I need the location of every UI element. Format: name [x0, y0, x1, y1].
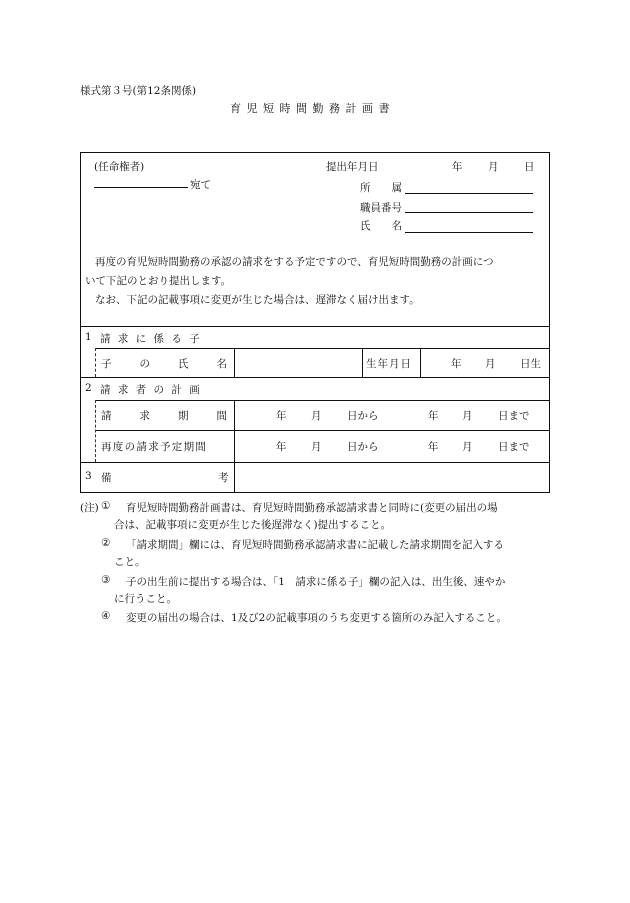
note4-line1: 変更の届出の場合は、1及び2の記載事項のうち変更する箇所のみ記入すること。 — [126, 612, 507, 624]
note1-line1: 育児短時間勤務計画書は、育児短時間勤務承認請求書と同時に(変更の届出の場 — [126, 502, 498, 514]
employee-no-input[interactable] — [405, 212, 533, 213]
dash-child — [95, 348, 96, 377]
period-to-year: 年 — [428, 410, 439, 422]
note3-mark: ③ — [101, 574, 111, 586]
body-line-1: 再度の育児短時間勤務の承認の請求をする予定ですので、育児短時間勤務の計画につ — [95, 256, 494, 268]
name-label: 氏 名 — [360, 220, 402, 232]
form-number: 様式第３号(第12条関係) — [80, 85, 197, 97]
period-from-month: 月 — [311, 410, 322, 422]
replan-from-year: 年 — [276, 441, 287, 453]
replan-from-day: 日から — [347, 441, 379, 453]
document-title: 育 児 短 時 間 勤 務 計 画 書 — [230, 102, 391, 115]
note1-mark: ① — [101, 500, 111, 512]
vline-birth-right — [420, 348, 421, 377]
replan-to-year: 年 — [428, 441, 439, 453]
period-from-year: 年 — [276, 410, 287, 422]
affiliation-label: 所 属 — [360, 182, 402, 194]
vline-child — [234, 348, 235, 377]
period-to-month: 月 — [462, 410, 473, 422]
vline-birth-left — [362, 348, 363, 377]
vline-remarks — [234, 462, 235, 493]
vline-period — [234, 400, 235, 462]
note2-line1: 「請求期間」欄には、育児短時間勤務承認請求書に記載した請求期間を記入する — [126, 539, 504, 551]
remarks-label-b: 考 — [218, 472, 229, 484]
submission-date-label: 提出年月日 — [326, 161, 379, 173]
birth-day: 日生 — [520, 358, 541, 370]
section3-number: 3 — [85, 470, 92, 482]
birth-month: 月 — [485, 358, 496, 370]
remarks-label-a: 備 — [101, 472, 112, 484]
rule-section2 — [80, 377, 550, 378]
section2-number: 2 — [85, 382, 92, 394]
child-name-input[interactable] — [236, 349, 361, 376]
replan-to-month: 月 — [462, 441, 473, 453]
submission-month: 月 — [488, 161, 499, 173]
note1-line2: 合は、記載事項に変更が生じた後遅滞なく)提出すること。 — [114, 519, 392, 531]
rule-period-split — [95, 430, 550, 431]
replan-to-day: 日まで — [498, 441, 530, 453]
appointer-label: (任命権者) — [94, 161, 145, 173]
employee-no-label: 職員番号 — [360, 202, 402, 214]
replan-from-month: 月 — [311, 441, 322, 453]
section1-title: 請 求 に 係 る 子 — [100, 333, 202, 345]
notes-prefix: (注) — [80, 502, 99, 514]
section1-number: 1 — [85, 331, 92, 343]
submission-day: 日 — [524, 161, 535, 173]
remarks-input[interactable] — [236, 463, 548, 491]
name-input[interactable] — [405, 232, 533, 233]
replan-label: 再度の請求予定期間 — [101, 441, 208, 453]
section2-title: 請 求 者 の 計 画 — [100, 384, 202, 396]
body-line-2: いて下記のとおり提出します。 — [85, 275, 232, 287]
note4-mark: ④ — [101, 610, 111, 622]
period-to-day: 日まで — [498, 410, 530, 422]
body-line-3: なお、下記の記載事項に変更が生じた場合は、遅滞なく届け出ます。 — [95, 294, 420, 306]
addressee-suffix: 宛て — [190, 179, 211, 191]
note3-line2: に行うこと。 — [114, 593, 177, 605]
period-from-day: 日から — [347, 410, 379, 422]
birth-year: 年 — [451, 358, 462, 370]
note3-line1: 子の出生前に提出する場合は、「1 請求に係る子」欄の記入は、出生後、速やか — [126, 576, 506, 588]
submission-year: 年 — [452, 161, 463, 173]
dash-period — [95, 400, 96, 462]
rule-section2-sub — [95, 400, 550, 401]
rule-section1 — [80, 326, 550, 327]
period-label: 請 求 期 間 — [101, 410, 227, 422]
note2-line2: こと。 — [114, 556, 146, 568]
child-name-label: 子 の 氏 名 — [101, 358, 227, 370]
affiliation-input[interactable] — [405, 193, 533, 194]
note2-mark: ② — [101, 537, 111, 549]
birth-date-label: 生年月日 — [366, 358, 412, 370]
addressee-input[interactable] — [94, 187, 188, 188]
